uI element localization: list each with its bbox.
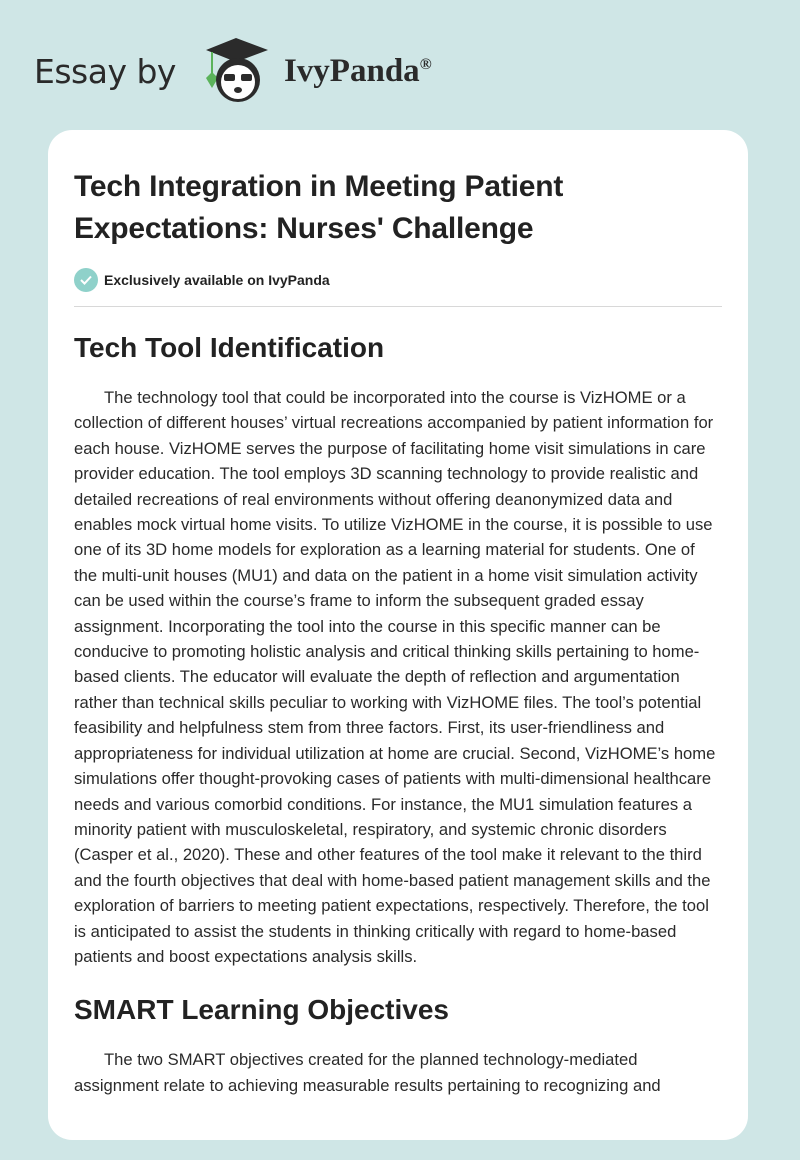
exclusive-label: Exclusively available on IvyPanda [104,272,330,288]
divider [74,306,722,307]
essay-by-label: Essay by [34,51,176,91]
site-header [34,36,432,106]
page-title: Tech Integration in Meeting Patient Expectations: Nurses' Challenge [74,170,564,245]
ivypanda-logo-icon[interactable] [196,36,276,106]
brand-name: IvyPanda® [283,52,432,89]
check-icon [74,268,98,292]
section-paragraph: The two SMART objectives created for the planned technology-mediated assignment relate to achieving measurable results pertaining to recognizing and [74,1050,661,1095]
section-heading: Tech Tool Identification [74,332,385,363]
article-card [48,130,748,1140]
section-paragraph: The technology tool that could be incorporated into the course is VizHOME or a collection of different houses’ virtual recreations accompanied by patient information for each house. VizHOME serves the purpose of facilitating home visit simulations in care provider education. The tool employs 3D scanning technology to provide realistic and detailed recreations of real environments without offering deanonymized data and enables mock virtual home visits. To utilize VizHOME in the course, it is possible to use one of its 3D home models for exploration as a learning material for students. One of the multi-unit houses (MU1) and data on the patient in a home visit simulation activity can be used within the course’s frame to inform the subsequent graded essay assignment. Incorporating the tool into the course in this specific manner can be conducive to promoting holistic analysis and critical thinking skills pertaining to home-based clients. The educator will evaluate the depth of reflection and argumentation rather than technical skills peculiar to working with VizHOME files. The tool’s potential feasibility and helpfulness stem from three factors. First, its user-friendliness and appropriateness for individual utilization at home are crucial. Second, VizHOME’s home simulations offer thought-provoking cases of patients with multi-dimensional healthcare needs and various comorbid conditions. For instance, the MU1 simulation features a minority patient with musculoskeletal, respiratory, and systemic chronic disorders (Casper et al., 2020). These and other features of the tool make it relevant to the third and the fourth objectives that deal with home-based patient management skills and the exploration of barriers to meeting patient expectations, respectively. Therefore, the tool is anticipated to assist the students in thinking critically with regard to home-based patients and boost expectations analysis skills. [74,388,716,966]
section-heading: SMART Learning Objectives [74,994,449,1026]
exclusive-badge [74,268,722,292]
